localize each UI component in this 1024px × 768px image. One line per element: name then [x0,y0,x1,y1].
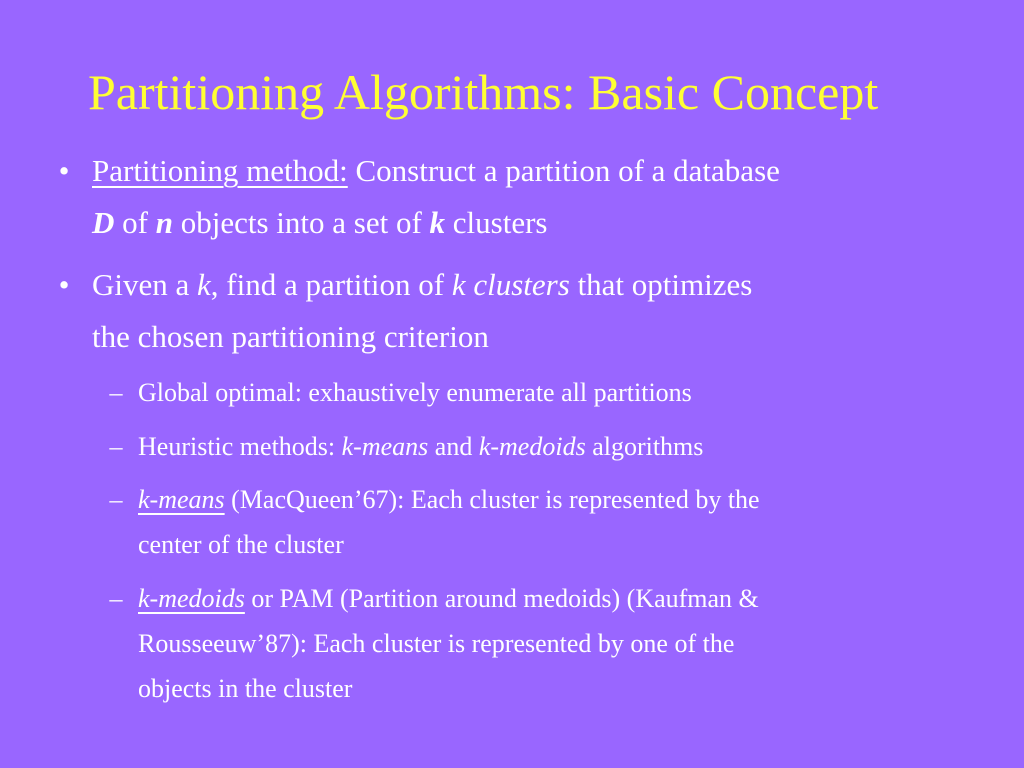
sub-bullet-line [138,424,998,469]
term-k-medoids-underlined: k-medoids [138,584,245,613]
sub-bullet-line: Rousseeuw’87): Each cluster is represented by one of the [138,629,735,658]
sub-bullet-marker: – [109,378,123,407]
term-k-means: k-means [341,432,429,461]
sub-bullet-line: center of the cluster [138,530,344,559]
text: of [114,205,156,240]
bullet-line [92,197,992,249]
text: Construct a partition of a database [347,153,780,188]
bullet-line [92,259,992,311]
sub-bullet-marker: – [109,584,123,613]
text: that optimizes [569,267,753,302]
text: algorithms [585,432,704,461]
bullet-given-k [58,259,992,363]
var-k: k [429,205,446,240]
term-k-means-underlined: k-means [138,485,225,514]
slide-title: Partitioning Algorithms: Basic Concept [88,64,879,120]
sub-bullet-line [138,477,998,522]
sub-bullet-k-medoids [109,576,998,711]
bullet-line: the chosen partitioning criterion [92,319,489,354]
sub-bullet-marker: – [109,485,123,514]
var-n: n [155,205,173,240]
term-k-medoids: k-medoids [478,432,586,461]
bullet-marker: • [58,267,70,302]
text: clusters [445,205,548,240]
k-clusters: k clusters [451,267,570,302]
text: objects into a set of [172,205,430,240]
sub-bullet-global-optimal [109,370,998,415]
text: , find a partition of [210,267,452,302]
text: Heuristic methods: [138,432,342,461]
text: Given a [92,267,198,302]
sub-bullet-marker: – [109,432,123,461]
term-partitioning-method: Partitioning method: [92,153,348,188]
text: and [428,432,479,461]
sub-bullet-k-means [109,477,998,567]
bullet-line [92,145,992,197]
sub-bullet-line [138,576,998,621]
var-d: D [92,205,115,240]
sub-bullet-line: objects in the cluster [138,674,353,703]
bullet-marker: • [58,153,70,188]
sub-bullet-line: Global optimal: exhaustively enumerate all partitions [138,378,692,407]
text: (MacQueen’67): Each cluster is represented by the [224,485,760,514]
text: or PAM (Partition around medoids) (Kaufman & [244,584,759,613]
bullet-partitioning-method [58,145,992,249]
var-k: k [197,267,211,302]
sub-bullet-heuristic-methods [109,424,998,469]
